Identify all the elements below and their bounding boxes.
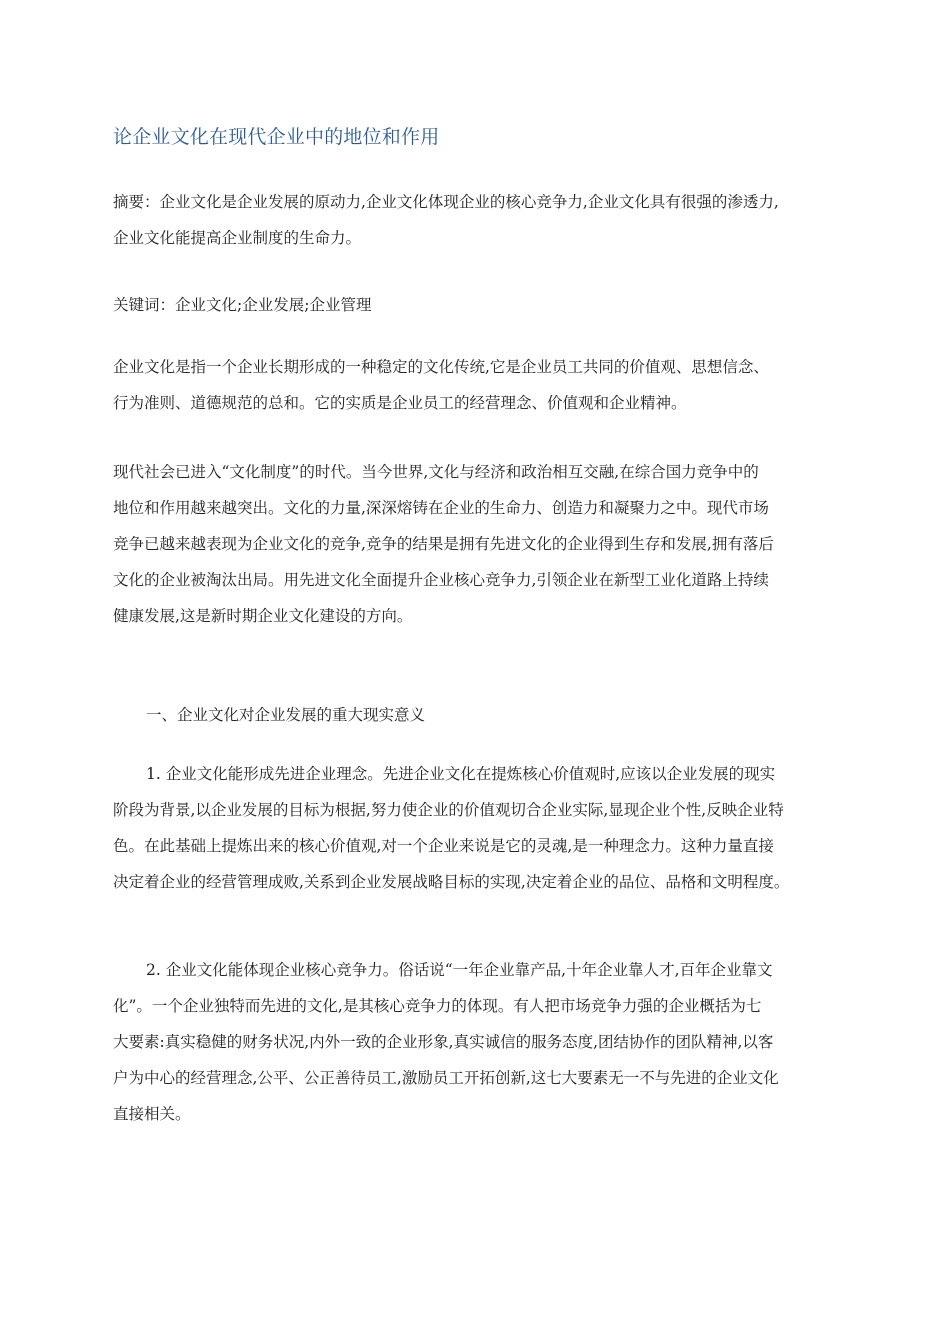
abstract-line: 摘要：企业文化是企业发展的原动力,企业文化体现企业的核心竞争力,企业文化具有很强的渗透力, xyxy=(113,193,779,211)
keywords-paragraph xyxy=(113,287,843,323)
paragraph-line: 2. 企业文化能体现企业核心竞争力。俗话说“一年企业靠产品,十年企业靠人才,百年企业靠文 xyxy=(146,961,773,979)
point-one-paragraph xyxy=(113,756,843,900)
paragraph-line: 色。在此基础上提炼出来的核心价值观,对一个企业来说是它的灵魂,是一种理念力。这种力量直接 xyxy=(113,837,774,855)
abstract-line: 企业文化能提高企业制度的生命力。 xyxy=(113,229,362,247)
document-title: 论企业文化在现代企业中的地位和作用 xyxy=(113,126,440,148)
paragraph-line: 阶段为背景,以企业发展的目标为根据,努力使企业的价值观切合企业实际,显现企业个性,反映企业特 xyxy=(113,801,784,819)
paragraph-line: 决定着企业的经营管理成败,关系到企业发展战略目标的实现,决定着企业的品位、品格和文明程度。 xyxy=(113,873,790,891)
abstract-paragraph xyxy=(113,184,843,256)
section-heading xyxy=(113,697,876,733)
point-two-paragraph xyxy=(113,952,843,1132)
context-paragraph xyxy=(113,454,843,634)
paragraph-line: 现代社会已进入“文化制度”的时代。当今世界,文化与经济和政治相互交融,在综合国力竞争中的 xyxy=(113,463,759,481)
paragraph-line: 直接相关。 xyxy=(113,1105,191,1123)
section-heading-text: 一、企业文化对企业发展的重大现实意义 xyxy=(146,706,426,724)
paragraph-line: 大要素:真实稳健的财务状况,内外一致的企业形象,真实诚信的服务态度,团结协作的团队精神,以客 xyxy=(113,1033,774,1051)
definition-paragraph xyxy=(113,349,843,421)
paragraph-line: 行为准则、道德规范的总和。它的实质是企业员工的经营理念、价值观和企业精神。 xyxy=(113,394,687,412)
paragraph-line: 地位和作用越来越突出。文化的力量,深深熔铸在企业的生命力、创造力和凝聚力之中。现代市场 xyxy=(113,499,769,517)
paragraph-line: 竞争已越来越表现为企业文化的竞争,竞争的结果是拥有先进文化的企业得到生存和发展,拥有落后 xyxy=(113,535,774,553)
paragraph-line: 健康发展,这是新时期企业文化建设的方向。 xyxy=(113,607,413,625)
paragraph-line: 1. 企业文化能形成先进企业理念。先进企业文化在提炼核心价值观时,应该以企业发展的现实 xyxy=(146,765,776,783)
paragraph-line: 企业文化是指一个企业长期形成的一种稳定的文化传统,它是企业员工共同的价值观、思想信念、 xyxy=(113,358,769,376)
paragraph-line: 户为中心的经营理念,公平、公正善待员工,激励员工开拓创新,这七大要素无一不与先进的企业文化 xyxy=(113,1069,779,1087)
paragraph-line: 化”。一个企业独特而先进的文化,是其核心竞争力的体现。有人把市场竞争力强的企业概括为七 xyxy=(113,997,762,1015)
keywords-line: 关键词：企业文化;企业发展;企业管理 xyxy=(113,296,372,314)
paragraph-line: 文化的企业被淘汰出局。用先进文化全面提升企业核心竞争力,引领企业在新型工业化道路上持续 xyxy=(113,571,769,589)
